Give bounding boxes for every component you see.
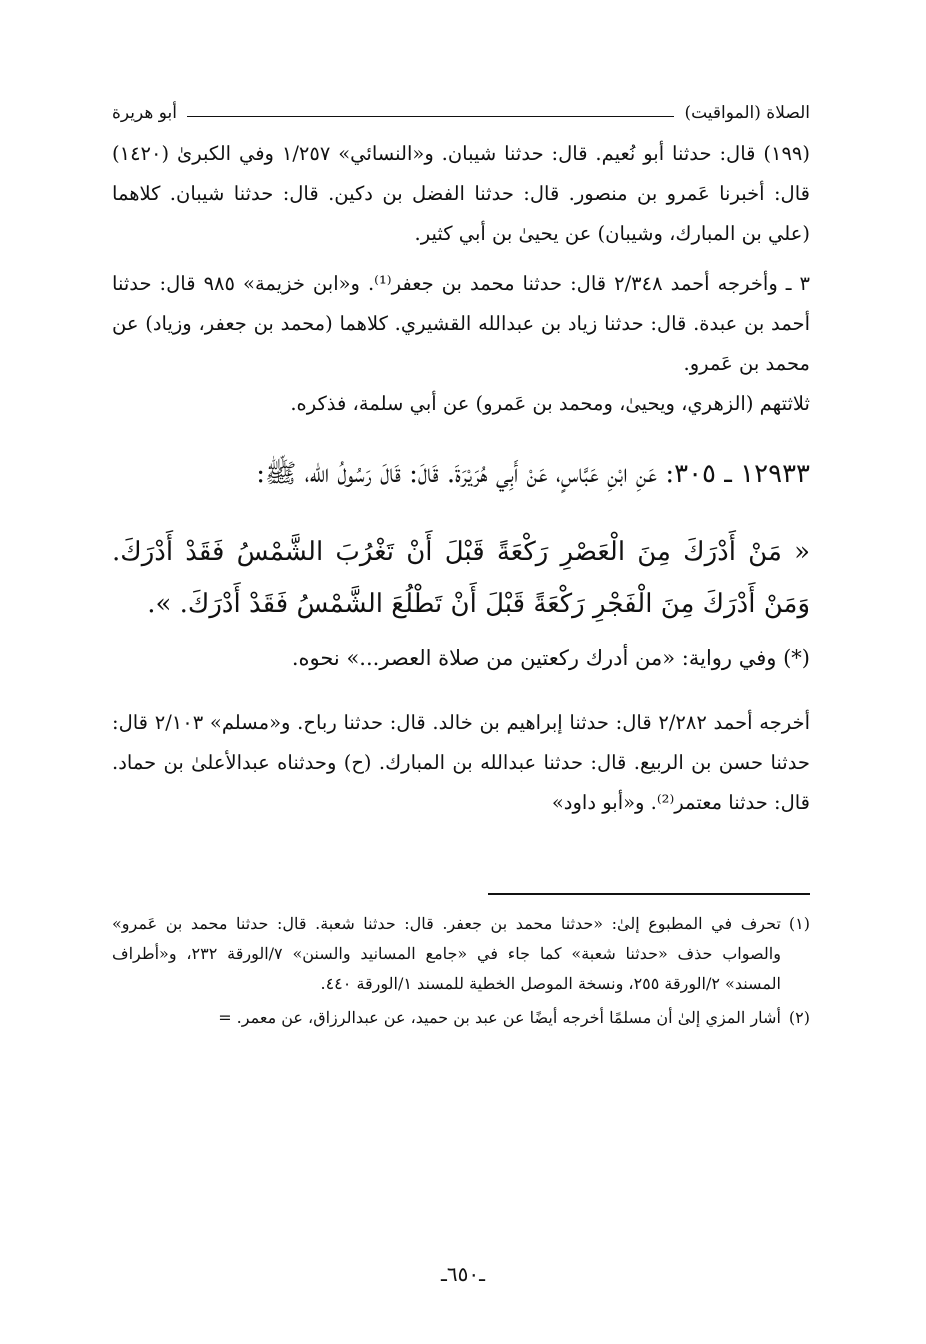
footnote-2 [112,1003,810,1033]
page-body [112,92,810,1037]
intro-paragraph-2: ٣ ـ وأخرجه أحمد ٢/٣٤٨ قال: حدثنا محمد بن جعفر⁽¹⁾. و«ابن خزيمة» ٩٨٥ قال: حدثنا أحمد بن عبدة. قال: حدثنا زياد بن عبدالله القشيري. كلاهما (محمد بن جعفر، وزياد) عن محمد بن عَمرو. [112,272,810,375]
hadith-variant: (*) وفي رواية: «من أدرك ركعتين من صلاة العصر...» نحوه. [291,646,810,670]
running-header [112,92,810,134]
header-section-title: الصلاة (المواقيت) [684,103,810,123]
footnote-1 [112,909,810,999]
hadith-text: « مَنْ أَدْرَكَ مِنَ الْعَصْرِ رَكْعَةً قَبْلَ أَنْ تَغْرُبَ الشَّمْسُ فَقَدْ أَدْرَكَ. وَمَنْ أَدْرَكَ مِنَ الْفَجْرِ رَكْعَةً قَبْلَ أَنْ تَطْلُعَ الشَّمْسُ فَقَدْ أَدْرَكَ. ». [112,537,810,619]
page-number: ـ٦٥٠ـ [441,1262,485,1286]
footnote-number: (٢) [788,1008,810,1027]
footnotes [112,909,810,1033]
hadith-heading: ١٢٩٣٣ ـ ٣٠٥: عَنِ ابْنِ عَبَّاسٍ، عَنْ أَبِي هُرَيْرَةَ. قَالَ: قَالَ رَسُولُ الله، ﷺ: [256,459,810,489]
intro-paragraph-1: (١٩٩) قال: حدثنا أبو نُعيم. قال: حدثنا شيبان. و«النسائي» ١/٢٥٧ وفي الكبرىٰ (١٤٢٠) قال: أخبرنا عَمرو بن منصور. قال: حدثنا الفضل بن دكين. قال: حدثنا شيبان. كلاهما (علي بن المبارك، وشيبان) عن يحيىٰ بن أبي كثير. [112,142,811,245]
header-narrator: أبو هريرة [112,103,178,123]
footnote-text: أشار المزي إلىٰ أن مسلمًا أخرجه أيضًا عن عبد بن حميد، عن عبدالرزاق، عن معمر. = [218,1008,781,1027]
footnote-separator [488,893,810,895]
intro-paragraph-3: ثلاثتهم (الزهري، ويحيىٰ، ومحمد بن عَمرو) عن أبي سلمة، فذكره. [290,392,810,415]
footnote-text: تحرف في المطبوع إلىٰ: «حدثنا محمد بن جعفر. قال: حدثنا شعبة. قال: حدثنا محمد بن عَمرو» والصواب حذف «حدثنا شعبة» كما جاء في «جامع المسانيد والسنن» ٧/الورقة ٢٣٢، و«أطراف المسند» ٢/الورقة ٢٥٥، ونسخة الموصل الخطية للمسند ١/الورقة ٤٤٠. [112,914,781,993]
header-rule [187,116,674,117]
footnote-number: (١) [788,914,810,933]
takhrij-paragraph: أخرجه أحمد ٢/٢٨٢ قال: حدثنا إبراهيم بن خالد. قال: حدثنا رباح. و«مسلم» ٢/١٠٣ قال: حدثنا حسن بن الربيع. قال: حدثنا عبدالله بن المبارك. (ح) وحدثناه عبدالأعلىٰ بن حماد. قال: حدثنا معتمر⁽²⁾. و«أبو داود» [112,711,810,814]
